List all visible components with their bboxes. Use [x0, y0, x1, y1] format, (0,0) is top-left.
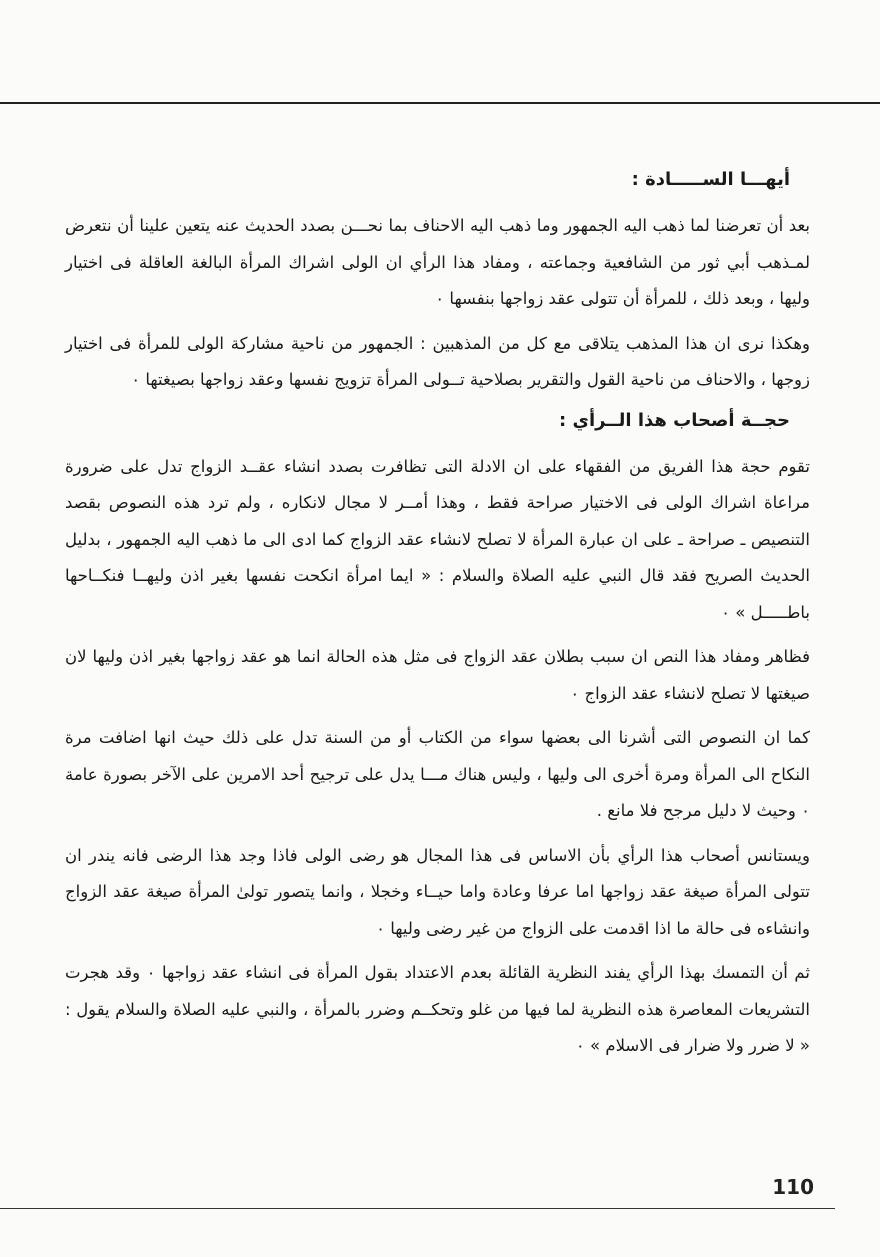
- paragraph-3: تقوم حجة هذا الفريق من الفقهاء على ان الادلة التى تظافرت بصدد انشاء عقــد الزواج تدل على ضرورة مراعاة اشراك الولى فى الاختيار صراحة فقط ، وهذا أمــر لا مجال لانكاره ، ولم ترد هذه النصوص بقصد التنصيص ـ صراحة ـ على ان عبارة المرأة لا تصلح لانشاء عقد الزواج كما ادى الى ما ذهب اليه الجمهور ، بدليل الحديث الصريح فقد قال النبي عليه الصلاة والسلام : « ايما امرأة انكحت نفسها بغير اذن وليهــا فنكــاحها باطـــــل » ٠: [65, 456, 810, 622]
- top-divider: [0, 102, 880, 104]
- paragraph-5: كما ان النصوص التى أشرنا الى بعضها سواء من الكتاب أو من السنة تدل على ذلك حيث انها اضافت مرة النكاح الى المرأة ومرة أخرى الى وليها ، وليس هناك مـــا يدل على ترجيح أحد الامرين على الآخر بصورة عامة ٠ وحيث لا دليل مرجح فلا مانع .: [65, 728, 810, 820]
- paragraph-6: ويستانس أصحاب هذا الرأي بأن الاساس فى هذا المجال هو رضى الولى فاذا وجد هذا الرضى فانه يندر ان تتولى المرأة صيغة عقد زواجها اما عرفا وعادة واما حيــاء وخجلا ، وانما يتصور تولىٰ المرأة صيغة عقد الزواج وانشاءه فى حالة ما اذا اقدمت على الزواج من غير رضى وليها ٠: [65, 845, 810, 938]
- section-heading-gentlemen: أيهـــا الســـــادة :: [631, 169, 790, 190]
- page-number: 110: [772, 1175, 814, 1199]
- section-heading-argument: حجــة أصحاب هذا الــرأي :: [559, 409, 790, 431]
- paragraph-1: بعد أن تعرضنا لما ذهب اليه الجمهور وما ذهب اليه الاحناف بما نحـــن بصدد الحديث عنه يتعين علينا أن نتعرض لمـذهب أبي ثور من الشافعية وجماعته ، ومفاد هذا الرأي ان الولى اشراك المرأة البالغة العاقلة فى اختيار وليها ، وبعد ذلك ، للمرأة أن تتولى عقد زواجها بنفسها ٠: [65, 216, 810, 308]
- page-body: [65, 160, 810, 1073]
- bottom-divider: [0, 1208, 835, 1209]
- paragraph-7: ثم أن التمسك بهذا الرأي يفند النظرية القائلة بعدم الاعتداد بقول المرأة فى انشاء عقد زواجها ٠ وقد هجرت التشريعات المعاصرة هذه النظرية لما فيها من غلو وتحكــم وضرر بالمرأة ، والنبي عليه الصلاة والسلام يقول : « لا ضرر ولا ضرار فى الاسلام » ٠: [65, 963, 810, 1055]
- paragraph-2: وهكذا نرى ان هذا المذهب يتلاقى مع كل من المذهبين : الجمهور من ناحية مشاركة الولى للمرأة فى اختيار زوجها ، والاحناف من ناحية القول والتقرير بصلاحية تــولى المرأة تزويج نفسها وعقد زواجها بصيغتها ٠: [65, 333, 810, 389]
- paragraph-4: فظاهر ومفاد هذا النص ان سبب بطلان عقد الزواج فى مثل هذه الحالة انما هو عقد زواجها بغير اذن وليها لان صيغتها لا تصلح لانشاء عقد الزواج ٠: [65, 647, 810, 703]
